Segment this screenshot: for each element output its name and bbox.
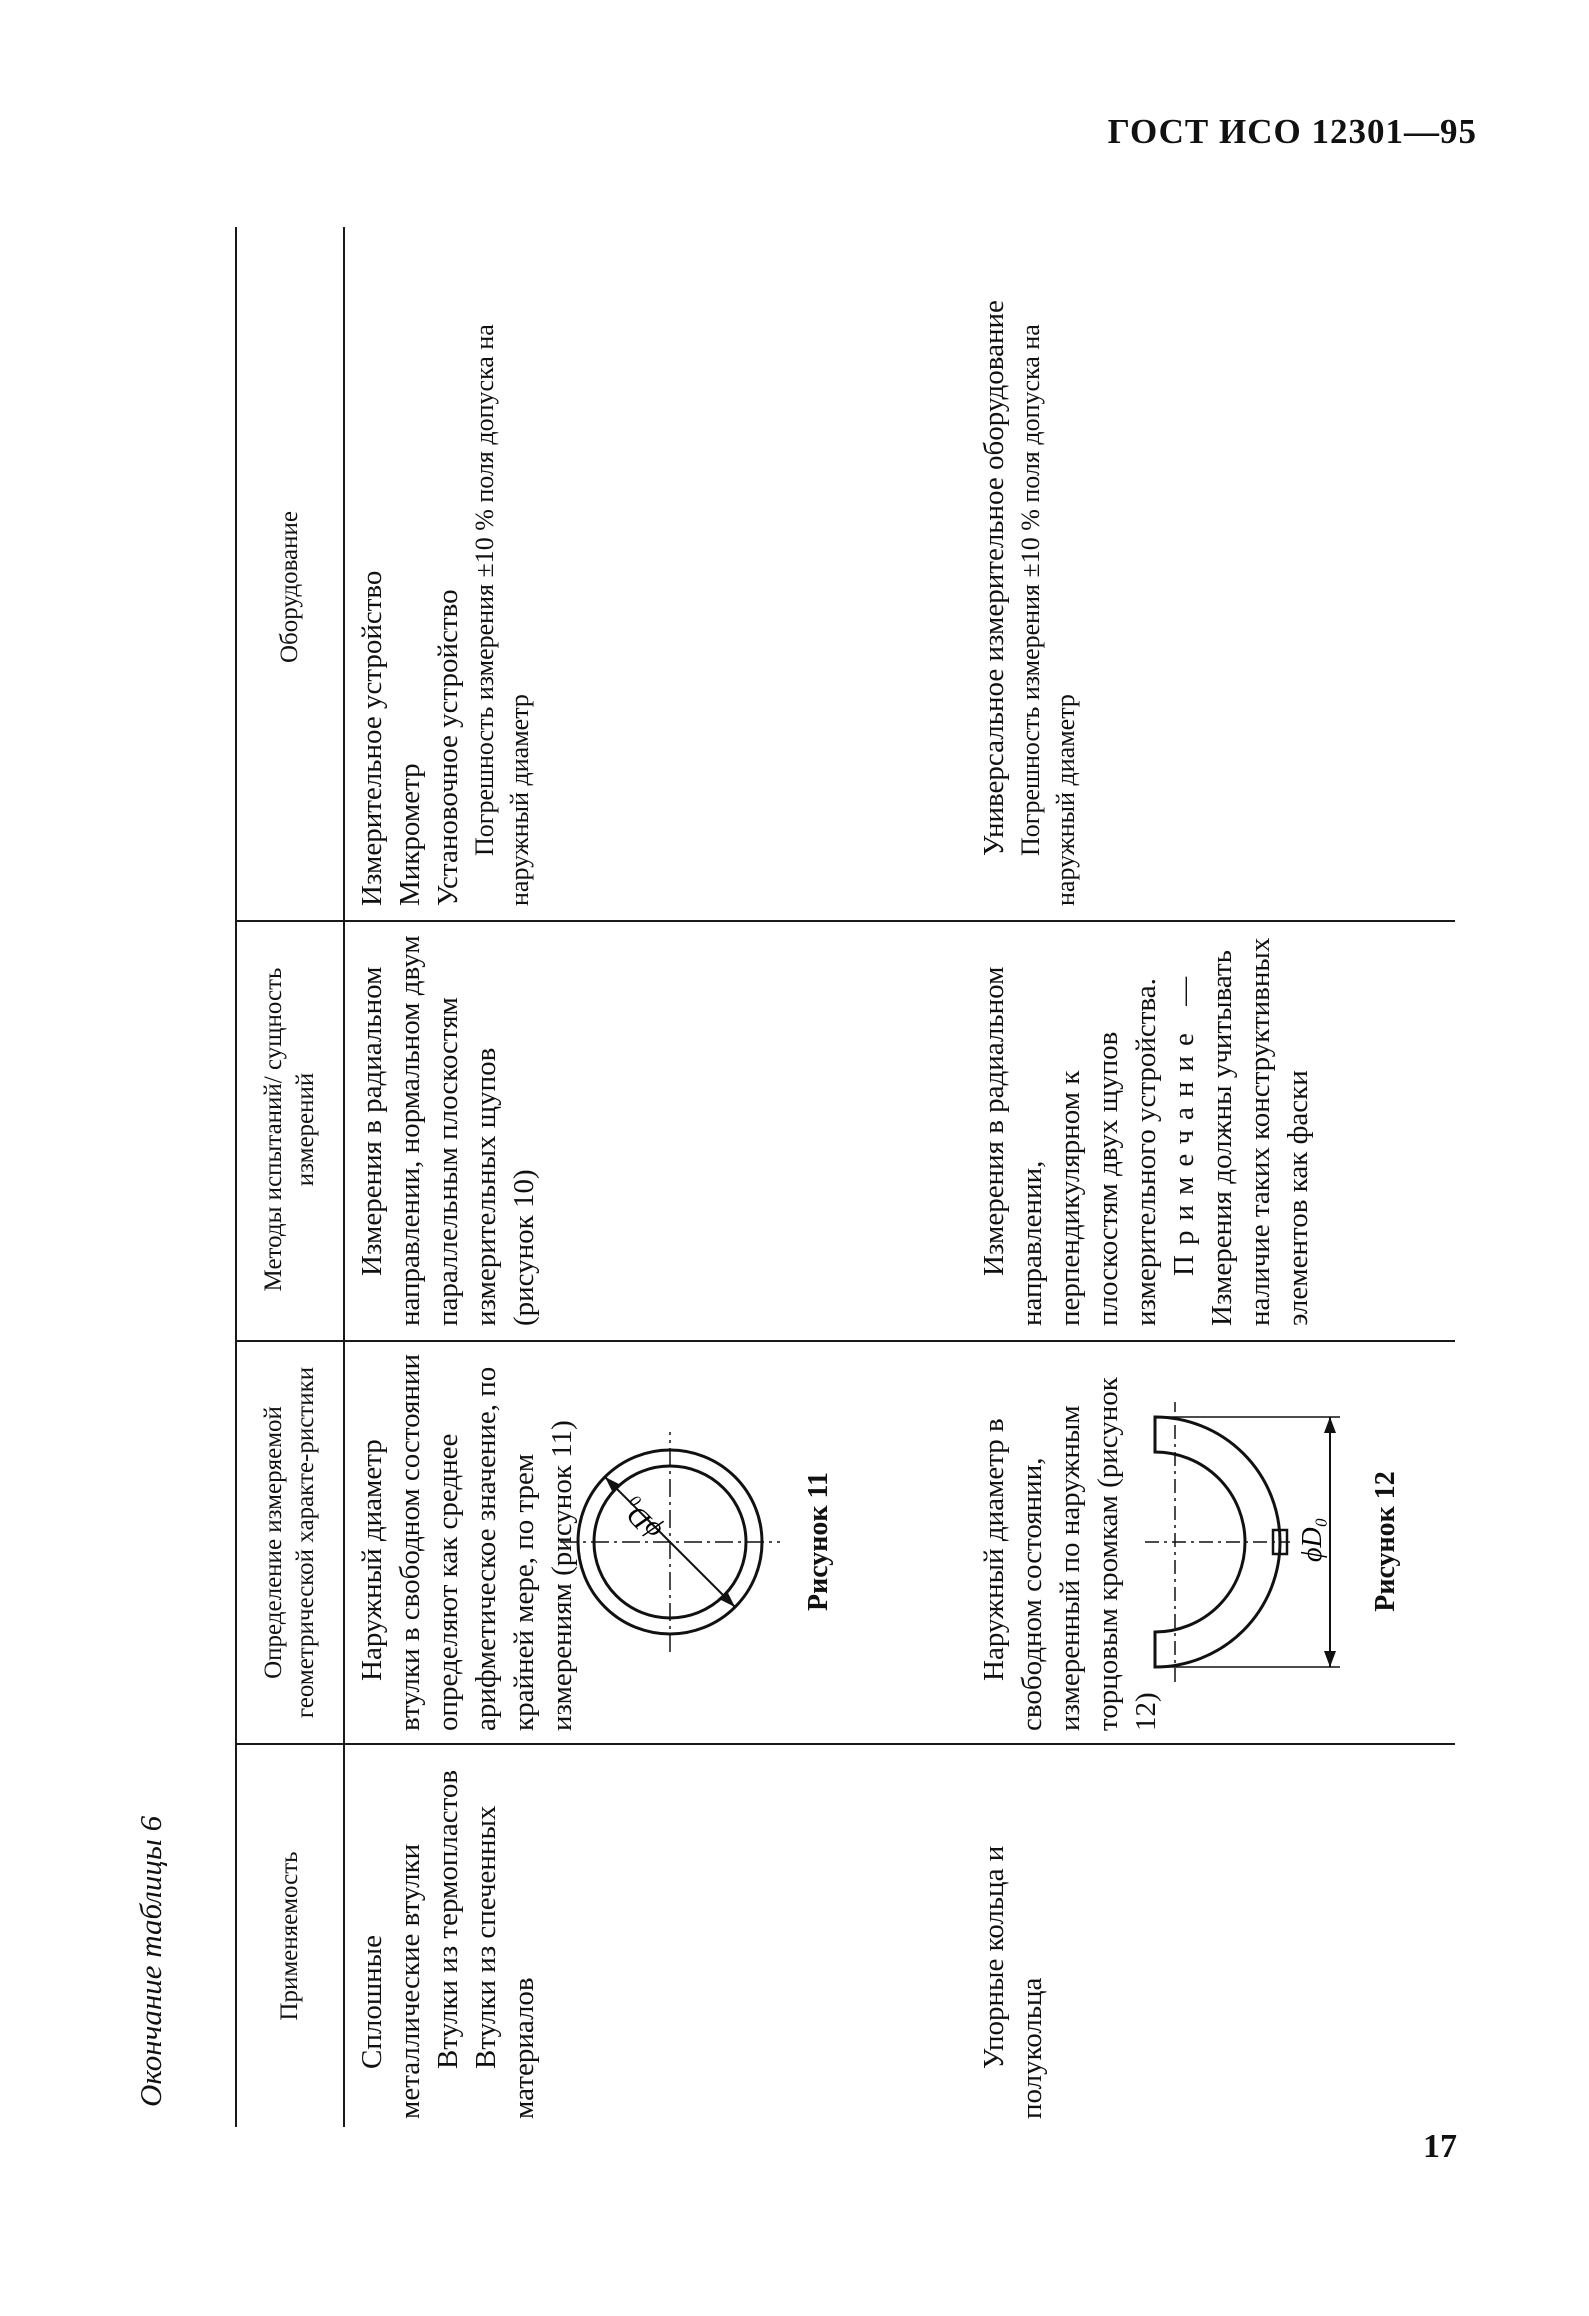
row2-equipment [975, 254, 1083, 914]
row1-equipment-item: Измерительное устройство [356, 570, 388, 906]
row1-equipment-item: Погрешность измерения ±10 % поля допуска на наружный диаметр [470, 324, 534, 906]
table-caption: Окончание таблицы 6 [133, 1815, 168, 2107]
note-text: Измерения должны учитывать наличие таких конструктивных элементов как фаски [1206, 937, 1314, 1326]
row2-note [1165, 932, 1317, 1326]
spec-table [125, 227, 1455, 2127]
col-divider-3 [235, 920, 1455, 922]
row2-definition-text: Наружный диаметр в свободном состоянии, измеренный по наружным торцовым кромкам (рисунок 12) [978, 1377, 1162, 1731]
diameter-label: ϕD₀ [614, 1492, 668, 1546]
diameter-label: ϕD₀ [1297, 1517, 1328, 1562]
figure-11-bushing-diagram [555, 1427, 785, 1657]
row1-methods [353, 924, 543, 1334]
row2-app-item: Упорные кольца и полукольца [978, 1845, 1048, 2119]
row2-definition [975, 1344, 1165, 1739]
header-methods: Методы испытаний/ сущность измерений [260, 967, 319, 1292]
row2-methods [975, 924, 1317, 1334]
row1-definition [353, 1344, 581, 1739]
rotated-table-block [125, 227, 1455, 2127]
header-definition: Определение измеряемой геометрической характе-ристики [260, 1366, 319, 1719]
row1-applicability [353, 1745, 543, 2127]
row1-definition-text: Наружный диаметр втулки в свободном состоянии определяют как среднее арифметическое значение, по крайней мере, по трем измерениям (рисунок 11) [356, 1354, 578, 1731]
row1-equipment [353, 254, 537, 914]
row1-equipment-item: Установочное устройство [432, 589, 464, 906]
col-divider-2 [235, 1340, 1455, 1342]
header-equipment: Оборудование [276, 511, 303, 664]
row1-app-item: Сплошные металлические втулки [356, 1843, 426, 2119]
row2-equipment-item: Погрешность измерения ±10 % поля допуска на наружный диаметр [1016, 324, 1080, 906]
row1-app-item: Втулки из спеченных материалов [470, 1805, 540, 2119]
standard-code: ГОСТ ИСО 12301—95 [1107, 112, 1477, 151]
header-applicability: Применяемость [276, 1851, 303, 2021]
figure-11-caption: Рисунок 11 [803, 1472, 834, 1612]
arrow-head [1324, 1651, 1336, 1667]
row2-methods-text: Измерения в радиальном направлении, перпендикулярном к плоскостям двух щупов измерительного устройства. [978, 966, 1162, 1326]
row1-equipment-item: Микрометр [394, 763, 426, 906]
row2-equipment-item: Универсальное измерительное оборудование [978, 300, 1010, 856]
header-bottom-rule [343, 227, 345, 2127]
note-label: Примечание — [1168, 966, 1200, 1276]
row1-app-item: Втулки из термопластов [432, 1769, 464, 2069]
row2-applicability [975, 1745, 1051, 2127]
figure-12-caption: Рисунок 12 [1370, 1471, 1401, 1612]
figure-12-half-ring-diagram [1145, 1397, 1355, 1687]
row1-methods-text: Измерения в радиальном направлении, нормальном двум параллельным плоскостям измерительных щупов (рисунок 10) [356, 935, 540, 1326]
page-number: 17 [1423, 2128, 1457, 2165]
arrow-head [1324, 1417, 1336, 1433]
